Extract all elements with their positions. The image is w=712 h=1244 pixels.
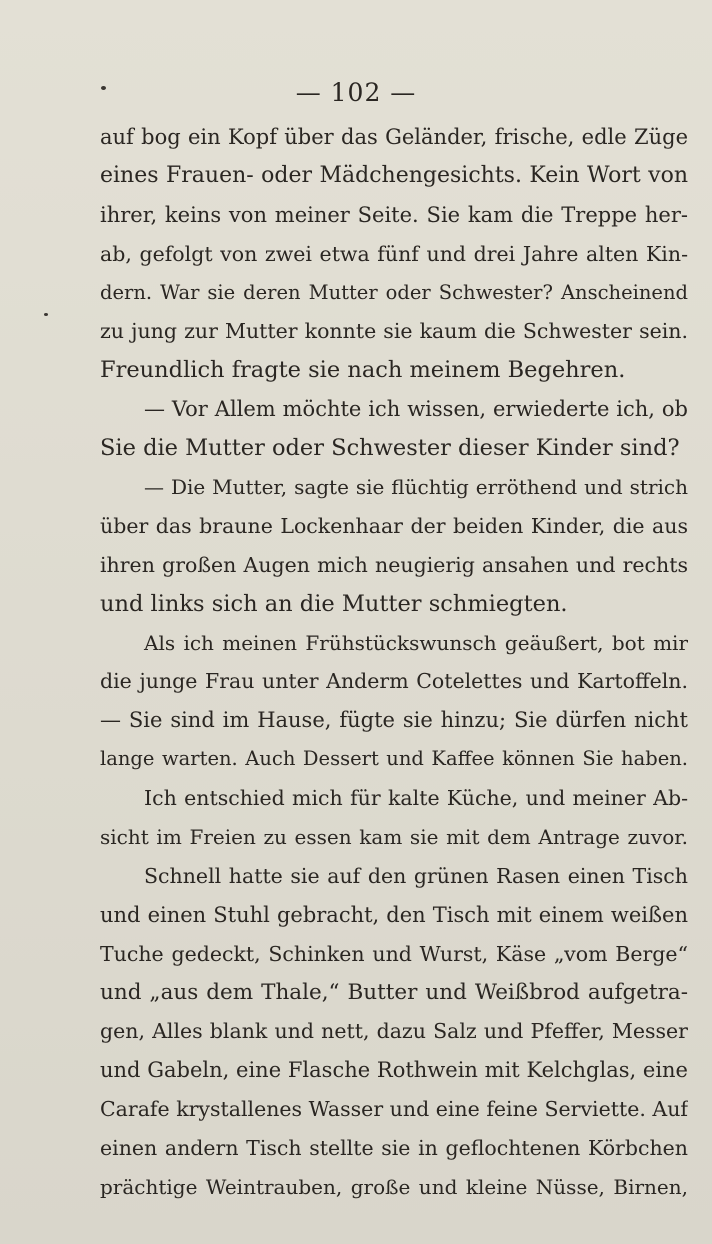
text-line: prächtige Weintrauben, große und kleine Nüsse, Birnen,	[100, 1175, 688, 1200]
text-line: eines Frauen- oder Mädchengesichts. Kein Wort von	[100, 162, 688, 188]
text-line: und links sich an die Mutter schmiegten.	[100, 590, 568, 617]
text-line: gen, Alles blank und nett, dazu Salz und Pfeffer, Messer	[100, 1019, 688, 1044]
text-line: ihren großen Augen mich neugierig ansahen und rechts	[100, 552, 688, 577]
text-line: und „aus dem Thale,“ Butter und Weißbrod aufgetra-	[100, 979, 688, 1005]
text-line: zu jung zur Mutter konnte sie kaum die Schwester sein.	[100, 319, 688, 344]
text-line: Carafe krystallenes Wasser und eine feine Serviette. Auf	[100, 1097, 688, 1122]
text-line: Ich entschied mich für kalte Küche, und meiner Ab-	[144, 786, 688, 811]
text-line: — Sie sind im Hause, fügte sie hinzu; Sie dürfen nicht	[100, 708, 688, 733]
text-line: über das braune Lockenhaar der beiden Kinder, die aus	[100, 513, 688, 538]
text-line: Als ich meinen Frühstückswunsch geäußert, bot mir	[144, 630, 688, 655]
text-line: und einen Stuhl gebracht, den Tisch mit einem weißen	[100, 902, 688, 927]
text-line: dern. War sie deren Mutter oder Schwester? Anscheinend	[100, 280, 688, 304]
text-line: und Gabeln, eine Flasche Rothwein mit Kelchglas, eine	[100, 1058, 688, 1083]
text-line: — Vor Allem möchte ich wissen, erwiederte ich, ob	[144, 397, 688, 422]
text-line: Tuche gedeckt, Schinken und Wurst, Käse „vom Berge“	[100, 941, 688, 966]
text-line: die junge Frau unter Anderm Cotelettes und Kartoffeln.	[100, 669, 688, 694]
text-line: — Die Mutter, sagte sie flüchtig erröthend und strich	[144, 475, 688, 500]
text-line: Freundlich fragte sie nach meinem Begehren.	[100, 357, 626, 384]
text-line: Sie die Mutter oder Schwester dieser Kinder sind?	[100, 435, 680, 462]
body-text	[100, 118, 688, 1207]
ink-speck	[44, 313, 48, 316]
text-line: sicht im Freien zu essen kam sie mit dem Antrage zuvor.	[100, 825, 688, 850]
text-line: lange warten. Auch Dessert und Kaffee können Sie haben.	[100, 747, 688, 771]
text-line: ihrer, keins von meiner Seite. Sie kam die Treppe her-	[100, 202, 688, 227]
page-number: — 102 —	[295, 78, 417, 107]
text-line: auf bog ein Kopf über das Geländer, frische, edle Züge	[100, 125, 688, 149]
text-line: ab, gefolgt von zwei etwa fünf und drei Jahre alten Kin-	[100, 241, 688, 266]
text-line: einen andern Tisch stellte sie in geflochtenen Körbchen	[100, 1136, 688, 1161]
text-line: Schnell hatte sie auf den grünen Rasen einen Tisch	[144, 863, 688, 888]
